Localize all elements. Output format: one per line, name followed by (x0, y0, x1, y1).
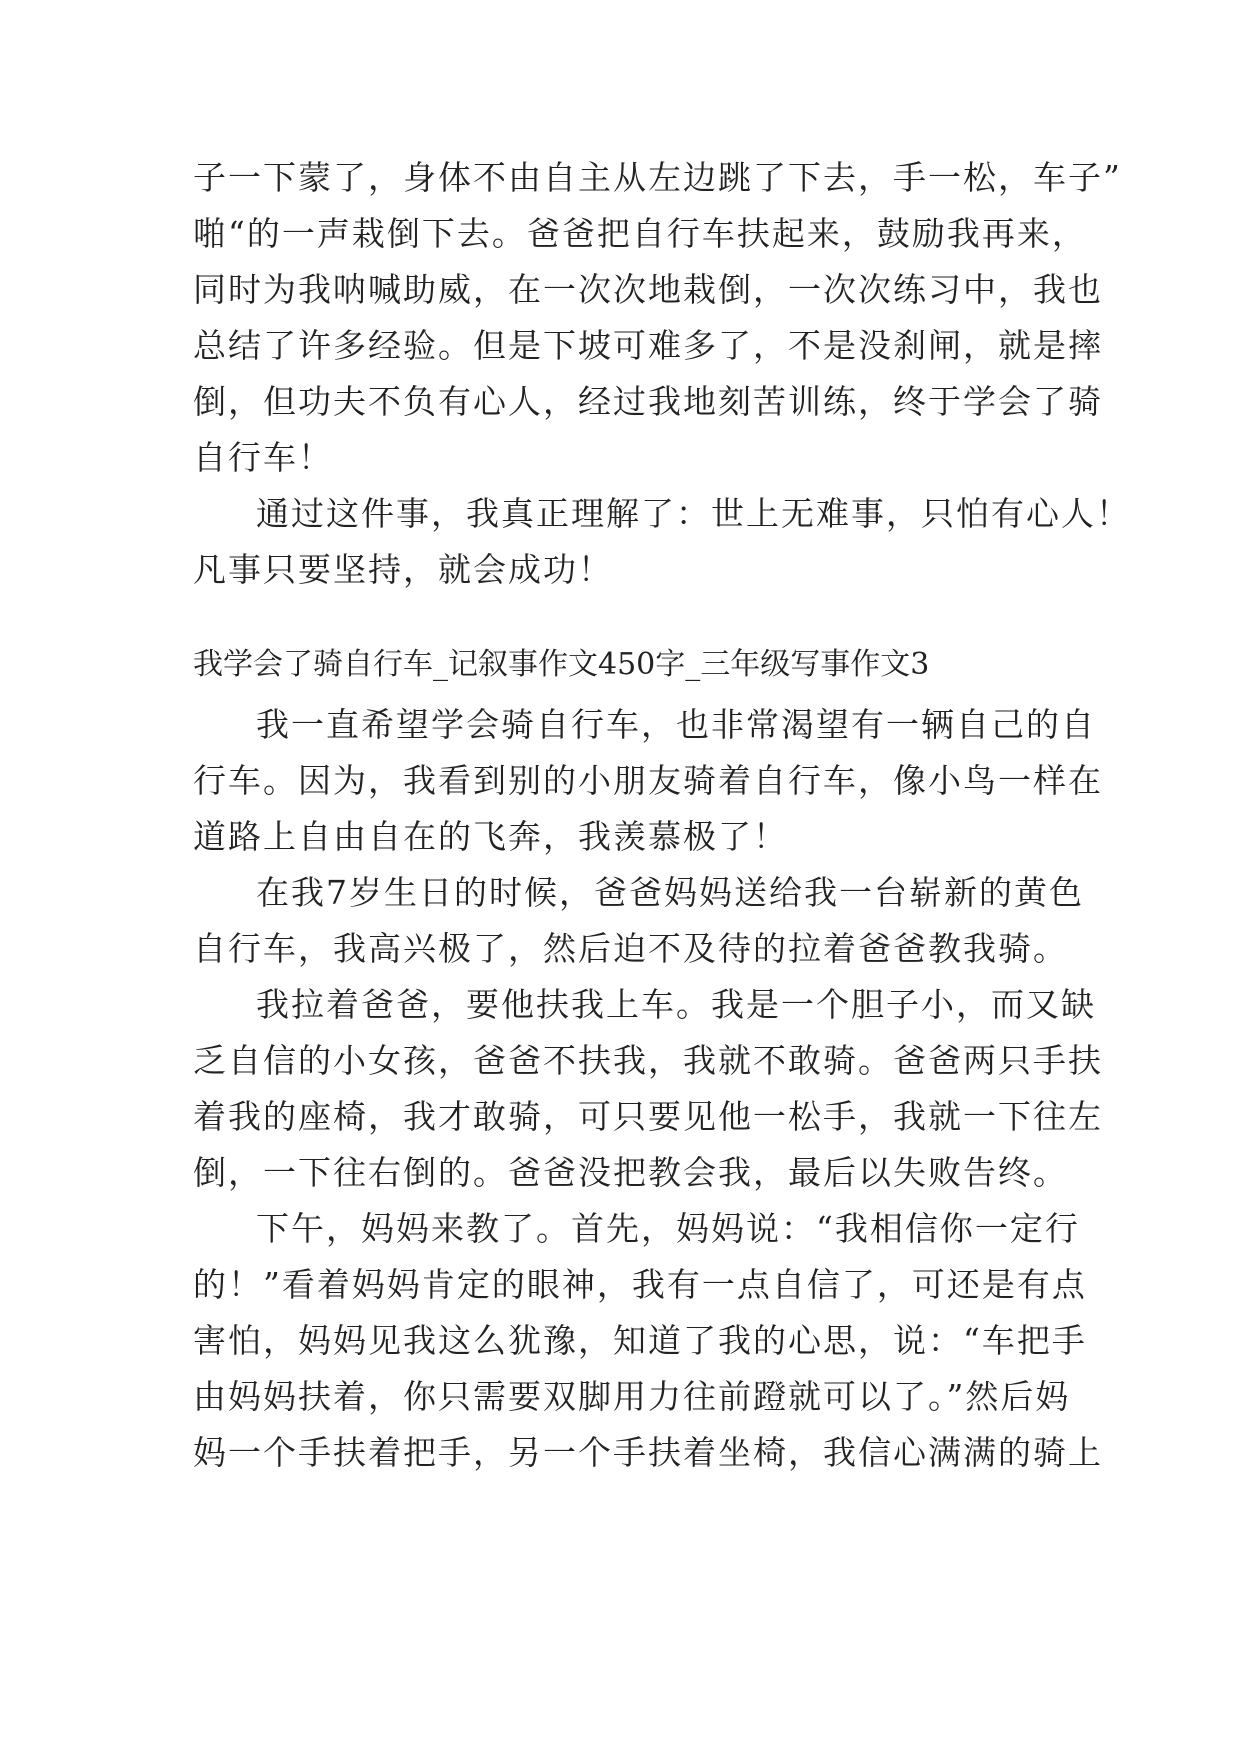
text-line: 啪“的一声栽倒下去。爸爸把自行车扶起来，鼓励我再来， (193, 214, 1087, 253)
text-line: 乏自信的小女孩，爸爸不扶我，我就不敢骑。爸爸两只手扶 (193, 1041, 1103, 1080)
text-line: 妈一个手扶着把手，另一个手扶着坐椅，我信心满满的骑上 (193, 1433, 1103, 1472)
text-line: 总结了许多经验。但是下坡可难多了，不是没刹闸，就是摔 (193, 326, 1103, 365)
text-line: 同时为我呐喊助威，在一次次地栽倒，一次次练习中，我也 (193, 270, 1103, 309)
text-line: 自行车，我高兴极了，然后迫不及待的拉着爸爸教我骑。 (193, 929, 1068, 968)
paragraph-first-line: 我拉着爸爸，要他扶我上车。我是一个胆子小，而又缺 (256, 985, 1096, 1024)
paragraph-first-line: 我一直希望学会骑自行车，也非常渴望有一辆自己的自 (256, 705, 1096, 744)
text-line: 的！”看着妈妈肯定的眼神，我有一点自信了，可还是有点 (193, 1265, 1087, 1304)
paragraph-first-line: 在我7岁生日的时候，爸爸妈妈送给我一台崭新的黄色 (256, 873, 1084, 912)
text-line: 自行车！ (193, 438, 333, 477)
section-title: 我学会了骑自行车_记叙事作文450字_三年级写事作文3 (193, 647, 930, 682)
text-line: 由妈妈扶着，你只需要双脚用力往前蹬就可以了。”然后妈 (193, 1377, 1071, 1416)
text-line: 凡事只要坚持，就会成功！ (193, 550, 613, 589)
text-line: 行车。因为，我看到别的小朋友骑着自行车，像小鸟一样在 (193, 761, 1103, 800)
text-line: 子一下蒙了，身体不由自主从左边跳了下去，手一松，车子” (193, 158, 1122, 197)
text-line: 着我的座椅，我才敢骑，可只要见他一松手，我就一下往左 (193, 1097, 1103, 1136)
text-line: 倒，一下往右倒的。爸爸没把教会我，最后以失败告终。 (193, 1153, 1068, 1192)
paragraph-first-line: 通过这件事，我真正理解了：世上无难事，只怕有心人！ (256, 494, 1131, 533)
text-line: 害怕，妈妈见我这么犹豫，知道了我的心思，说：“车把手 (193, 1321, 1087, 1360)
paragraph-first-line: 下午，妈妈来教了。首先，妈妈说：“我相信你一定行 (256, 1209, 1080, 1248)
text-line: 倒，但功夫不负有心人，经过我地刻苦训练，终于学会了骑 (193, 382, 1103, 421)
text-line: 道路上自由自在的飞奔，我羡慕极了！ (193, 817, 788, 856)
